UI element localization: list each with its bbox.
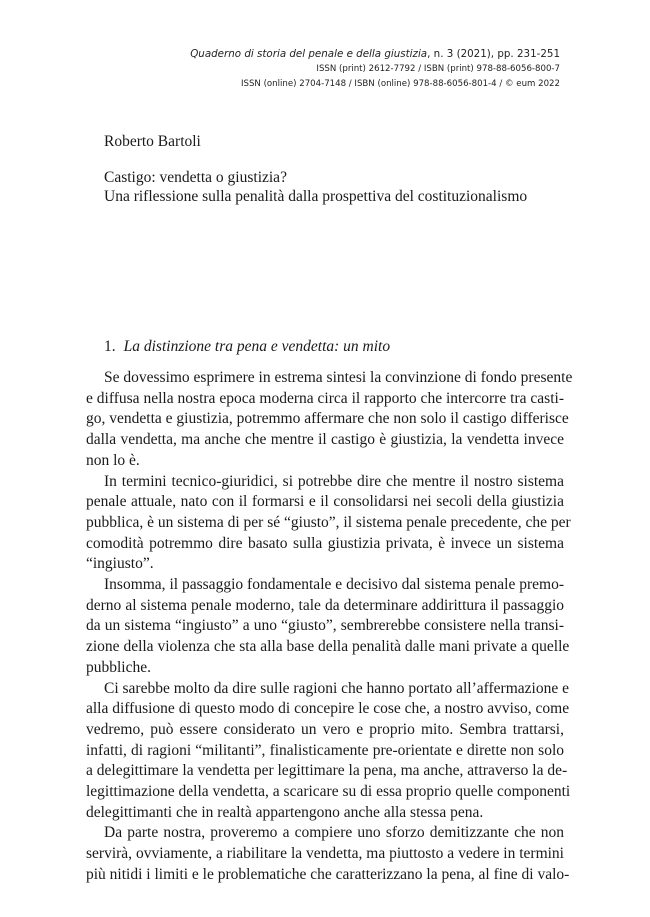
article-title: Castigo: vendetta o giustizia? <box>104 169 287 186</box>
article-title-block <box>104 168 527 206</box>
text-line: pubblica, è un sistema di per sé “giusto”, il sistema penale precedente, che per <box>86 513 571 531</box>
text-line: dalla vendetta, ma anche che mentre il castigo è giustizia, la vendetta invece <box>86 431 564 449</box>
text-line: pubbliche. <box>86 658 151 676</box>
article-subtitle: Una riflessione sulla penalità dalla prospettiva del costituzionalismo <box>104 188 528 205</box>
text-line: derno al sistema penale moderno, tale da determinare addirittura il passaggio <box>86 596 564 614</box>
text-line: alla diffusione di questo modo di concepire le cose che, a nostro avviso, come <box>86 700 570 718</box>
journal-title: Quaderno di storia del penale e della giustizia <box>190 48 428 60</box>
text-line: legittimazione della vendetta, a scaricare su di essa proprio quelle componenti <box>86 783 571 801</box>
paragraph <box>86 679 571 824</box>
text-line: go, vendetta e giustizia, potremmo affermare che non solo il castigo differisce <box>86 410 569 428</box>
text-line: non lo è. <box>86 451 140 469</box>
text-line: delegittimanti che in realtà appartengono anche alla stessa pena. <box>86 803 484 821</box>
text-line: comodità potremmo dire basato sulla giustizia privata, è invece un sistema <box>86 534 564 552</box>
issn-online: ISSN (online) 2704-7148 / ISBN (online) 978-88-6056-801-4 / © eum 2022 <box>240 79 560 89</box>
text-line: a delegittimare la vendetta per legittimare la pena, ma anche, attraverso la de- <box>86 762 568 780</box>
body-text <box>86 368 573 886</box>
text-line: servirà, ovviamente, a riabilitare la vendetta, ma piuttosto a vedere in termini <box>86 845 564 863</box>
text-line: Insomma, il passaggio fondamentale e decisivo dal sistema penale premo- <box>104 576 564 594</box>
section-title: La distinzione tra pena e vendetta: un mito <box>123 338 391 355</box>
text-line: infatti, di ragioni “militanti”, finalisticamente pre-orientate e dirette non solo <box>86 741 564 759</box>
journal-citation <box>190 46 560 62</box>
section-heading <box>104 337 390 357</box>
text-line: più nitidi i limiti e le problematiche che caratterizzano la pena, al fine di valo- <box>86 865 570 883</box>
text-line: Da parte nostra, proveremo a compiere uno sforzo demitizzante che non <box>104 824 564 842</box>
text-line: In termini tecnico-giuridici, si potrebbe dire che mentre il nostro sistema <box>104 472 564 490</box>
journal-issue: , n. 3 (2021), pp. 231-251 <box>427 48 560 60</box>
paragraph <box>86 472 571 576</box>
issn-print: ISSN (print) 2612-7792 / ISBN (print) 978-88-6056-800-7 <box>316 64 560 74</box>
paragraph <box>86 575 570 679</box>
paragraph <box>86 368 573 472</box>
text-line: e diffusa nella nostra epoca moderna circa il rapporto che intercorre tra casti- <box>86 389 564 407</box>
text-line: vedremo, può essere considerato un vero e proprio mito. Sembra trattarsi, <box>86 720 564 738</box>
text-line: Ci sarebbe molto da dire sulle ragioni che hanno portato all’affermazione e <box>104 679 569 697</box>
author-name: Roberto Bartoli <box>104 133 201 150</box>
section-number: 1. <box>104 338 116 355</box>
text-line: da un sistema “ingiusto” a uno “giusto”, sembrerebbe consistere nella transi- <box>86 617 564 635</box>
paragraph <box>86 823 570 885</box>
running-header <box>190 46 560 92</box>
text-line: “ingiusto”. <box>86 555 154 573</box>
text-line: Se dovessimo esprimere in estrema sintesi la convinzione di fondo presente <box>104 369 573 386</box>
text-line: penale attuale, nato con il formarsi e il consolidarsi nei secoli della giustizia <box>86 493 564 511</box>
text-line: zione della violenza che sta alla base della penalità dalle mani private a quelle <box>86 638 570 656</box>
